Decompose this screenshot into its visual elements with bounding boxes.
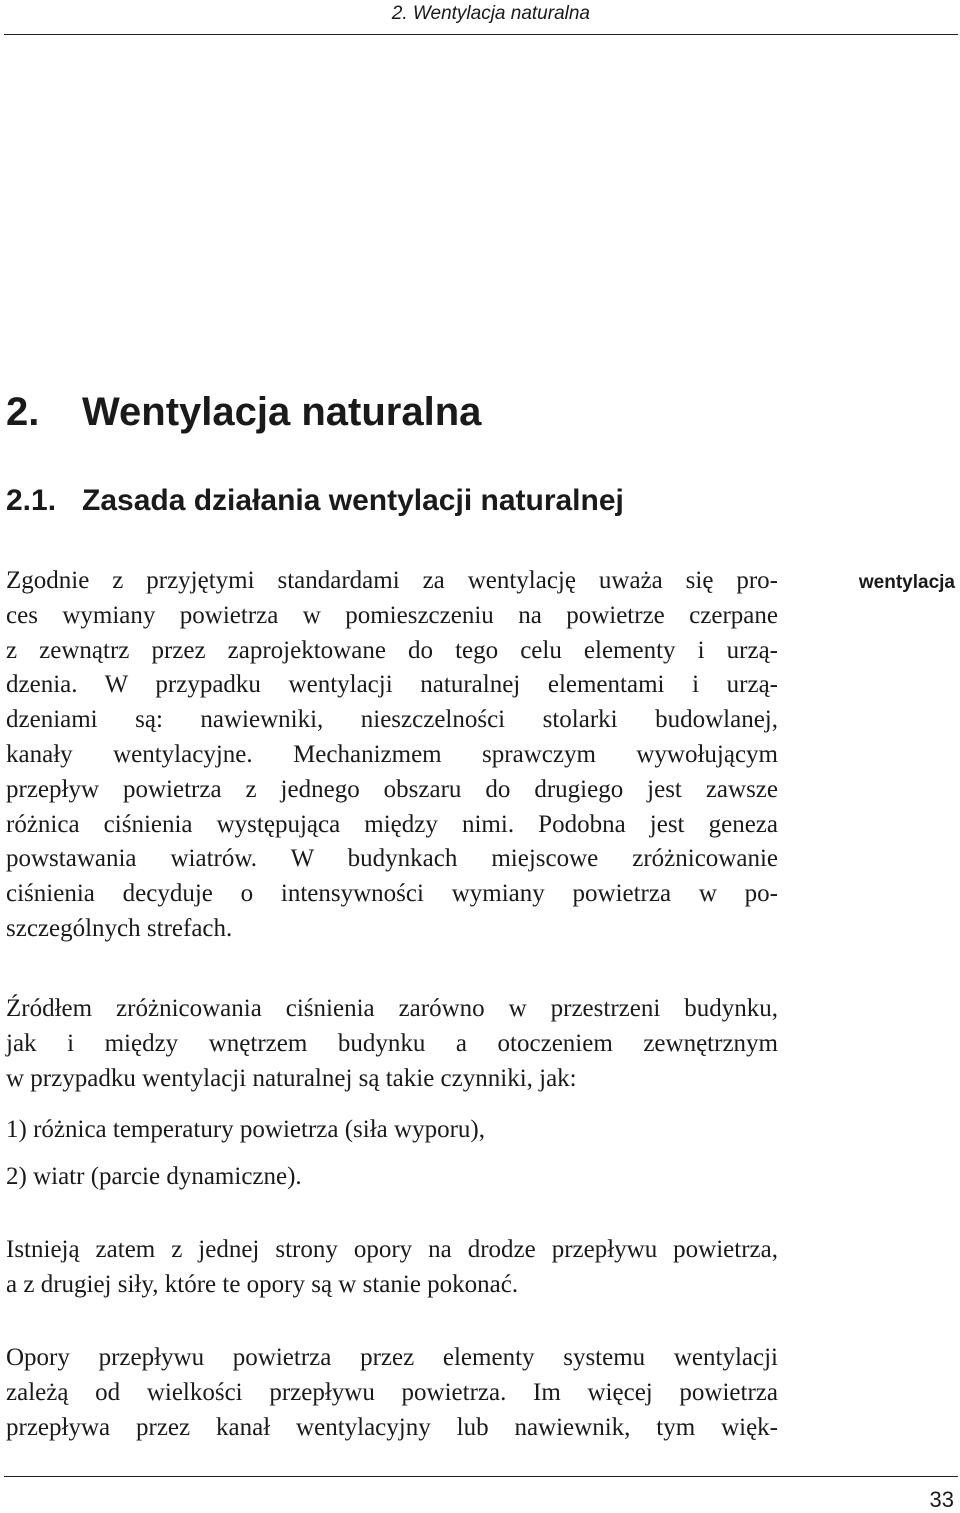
section-title bbox=[6, 479, 624, 523]
paragraph-line: ces wymiany powietrza w pomieszczeniu na powietrze czerpane bbox=[6, 601, 778, 629]
list-item-text: 2) wiatr (parcie dynamiczne). bbox=[6, 1163, 302, 1190]
paragraph-4 bbox=[6, 1341, 778, 1445]
header-rule bbox=[4, 34, 958, 35]
paragraph-line: z zewnątrz przez zaprojektowane do tego celu elementy i urzą- bbox=[6, 636, 778, 664]
section-title-text: Zasada działania wentylacji naturalnej bbox=[82, 484, 624, 517]
paragraph-line: przepływ powietrza z jednego obszaru do drugiego jest zawsze bbox=[6, 775, 778, 803]
paragraph-line: dzeniami są: nawiewniki, nieszczelności stolarki budowlanej, bbox=[6, 706, 778, 734]
paragraph-line: różnica ciśnienia występująca między nimi. Podobna jest geneza bbox=[6, 810, 778, 838]
paragraph-line: kanały wentylacyjne. Mechanizmem sprawczym wywołującym bbox=[6, 740, 778, 768]
chapter-title bbox=[6, 386, 481, 438]
paragraph-line: Opory przepływu powietrza przez elementy systemu wentylacji bbox=[6, 1344, 778, 1371]
paragraph-line: zależą od wielkości przepływu powietrza. Im więcej powietrza bbox=[6, 1378, 778, 1406]
paragraph-line: ciśnienia decyduje o intensywności wymiany powietrza w po- bbox=[6, 880, 778, 908]
section-number: 2.1. bbox=[6, 484, 57, 517]
paragraph-line: w przypadku wentylacji naturalnej są takie czynniki, jak: bbox=[6, 1064, 577, 1092]
paragraph-2 bbox=[6, 992, 778, 1096]
paragraph-line: szczególnych strefach. bbox=[6, 914, 233, 942]
chapter-number: 2. bbox=[6, 390, 40, 434]
paragraph-line: przepływa przez kanał wentylacyjny lub nawiewnik, tym więk- bbox=[6, 1413, 778, 1441]
paragraph-1 bbox=[6, 564, 778, 947]
footer-rule bbox=[4, 1476, 958, 1477]
paragraph-line: jak i między wnętrzem budynku a otoczeniem zewnętrznym bbox=[6, 1029, 778, 1057]
paragraph-line: Źródłem zróżnicowania ciśnienia zarówno w przestrzeni budynku, bbox=[6, 995, 778, 1022]
paragraph-line: a z drugiej siły, które te opory są w stanie pokonać. bbox=[6, 1270, 519, 1298]
paragraph-line: Istnieją zatem z jednej strony opory na drodze przepływu powietrza, bbox=[6, 1236, 778, 1263]
chapter-title-text: Wentylacja naturalna bbox=[82, 390, 482, 434]
paragraph-line: Zgodnie z przyjętymi standardami za wentylację uważa się pro- bbox=[6, 567, 778, 594]
list-item-1 bbox=[6, 1113, 778, 1148]
paragraph-line: dzenia. W przypadku wentylacji naturalnej elementami i urzą- bbox=[6, 671, 778, 699]
running-header: 2. Wentylacja naturalna bbox=[391, 3, 590, 24]
list-item-text: 1) różnica temperatury powietrza (siła wyporu), bbox=[6, 1116, 485, 1143]
paragraph-line: powstawania wiatrów. W budynkach miejscowe zróżnicowanie bbox=[6, 845, 778, 873]
page-number: 33 bbox=[929, 1487, 954, 1512]
list-item-2 bbox=[6, 1160, 778, 1195]
paragraph-3 bbox=[6, 1233, 778, 1303]
margin-note: wentylacja bbox=[858, 572, 955, 593]
